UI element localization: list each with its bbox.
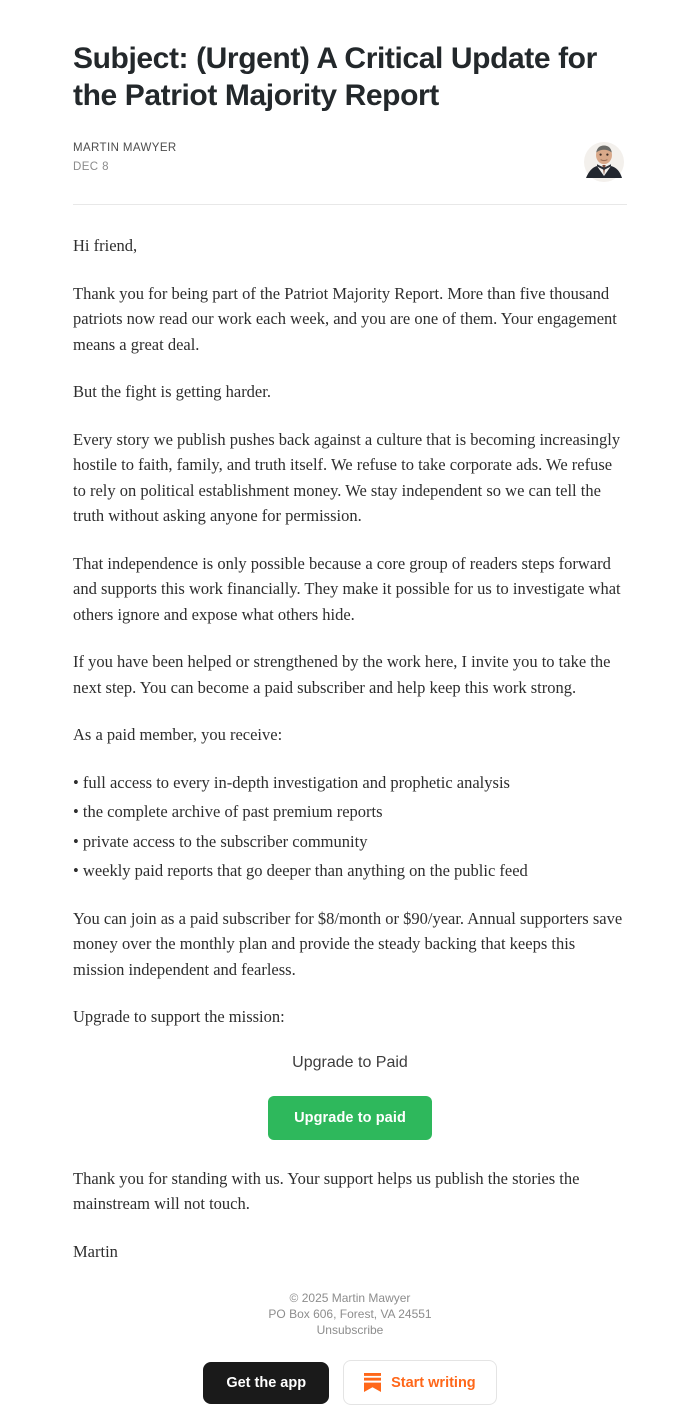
upgrade-cta-block (73, 1052, 627, 1140)
list-item: • full access to every in-depth investigation and prophetic analysis (73, 772, 510, 792)
list-item: • private access to the subscriber community (73, 831, 368, 851)
body-paragraph: As a paid member, you receive: (73, 725, 283, 744)
body-paragraph: That independence is only possible because a core group of readers steps forward and supports this work financially. They make it possible for us to investigate what others ignore and expose what others hide. (73, 553, 621, 624)
author-name[interactable]: MARTIN MAWYER (73, 142, 177, 154)
upgrade-to-paid-button[interactable]: Upgrade to paid (268, 1096, 432, 1140)
body-paragraph: Every story we publish pushes back against a culture that is becoming increasingly hostile to faith, family, and truth itself. We refuse to take corporate ads. We refuse to rely on political establishment money. We stay independent so we can tell the truth without asking anyone for permission. (73, 429, 621, 525)
post-date: DEC 8 (73, 161, 109, 173)
copyright-text: © 2025 Martin Mawyer (289, 1291, 411, 1305)
unsubscribe-link[interactable]: Unsubscribe (316, 1323, 384, 1337)
body-paragraph: Hi friend, (73, 236, 138, 255)
mailing-address: PO Box 606, Forest, VA 24551 (268, 1307, 432, 1321)
body-paragraph: Thank you for standing with us. Your support helps us publish the stories the mainstream will not touch. (73, 1168, 580, 1213)
author-portrait-icon (581, 138, 627, 184)
avatar[interactable] (581, 138, 627, 184)
body-paragraph: But the fight is getting harder. (73, 382, 271, 401)
body-paragraph: If you have been helped or strengthened by the work here, I invite you to take the next step. You can become a paid subscriber and help keep this work strong. (73, 652, 611, 697)
post-body (73, 205, 627, 1030)
start-writing-label: Start writing (391, 1374, 476, 1391)
footer-actions (73, 1360, 627, 1405)
post-closing (73, 1166, 627, 1265)
list-item: • the complete archive of past premium reports (73, 802, 383, 821)
signature: Martin (73, 1241, 118, 1261)
byline-text (73, 138, 177, 174)
body-paragraph: You can join as a paid subscriber for $8/month or $90/year. Annual supporters save money over the monthly plan and provide the steady backing that keeps this mission independent and fearless. (73, 908, 623, 979)
body-paragraph: Thank you for being part of the Patriot Majority Report. More than five thousand patriots now read our work each week, and you are one of them. Your engagement means a great deal. (73, 283, 617, 354)
substack-logo-icon (364, 1373, 381, 1392)
get-the-app-button[interactable]: Get the app (203, 1362, 329, 1404)
footer-meta (73, 1290, 627, 1338)
start-writing-button[interactable] (343, 1360, 497, 1405)
cta-heading: Upgrade to Paid (292, 1053, 408, 1071)
body-paragraph: Upgrade to support the mission: (73, 1007, 285, 1026)
byline (73, 138, 627, 184)
list-item: • weekly paid reports that go deeper than anything on the public feed (73, 861, 528, 880)
page-title: Subject: (Urgent) A Critical Update for the Patriot Majority Report (73, 42, 597, 112)
